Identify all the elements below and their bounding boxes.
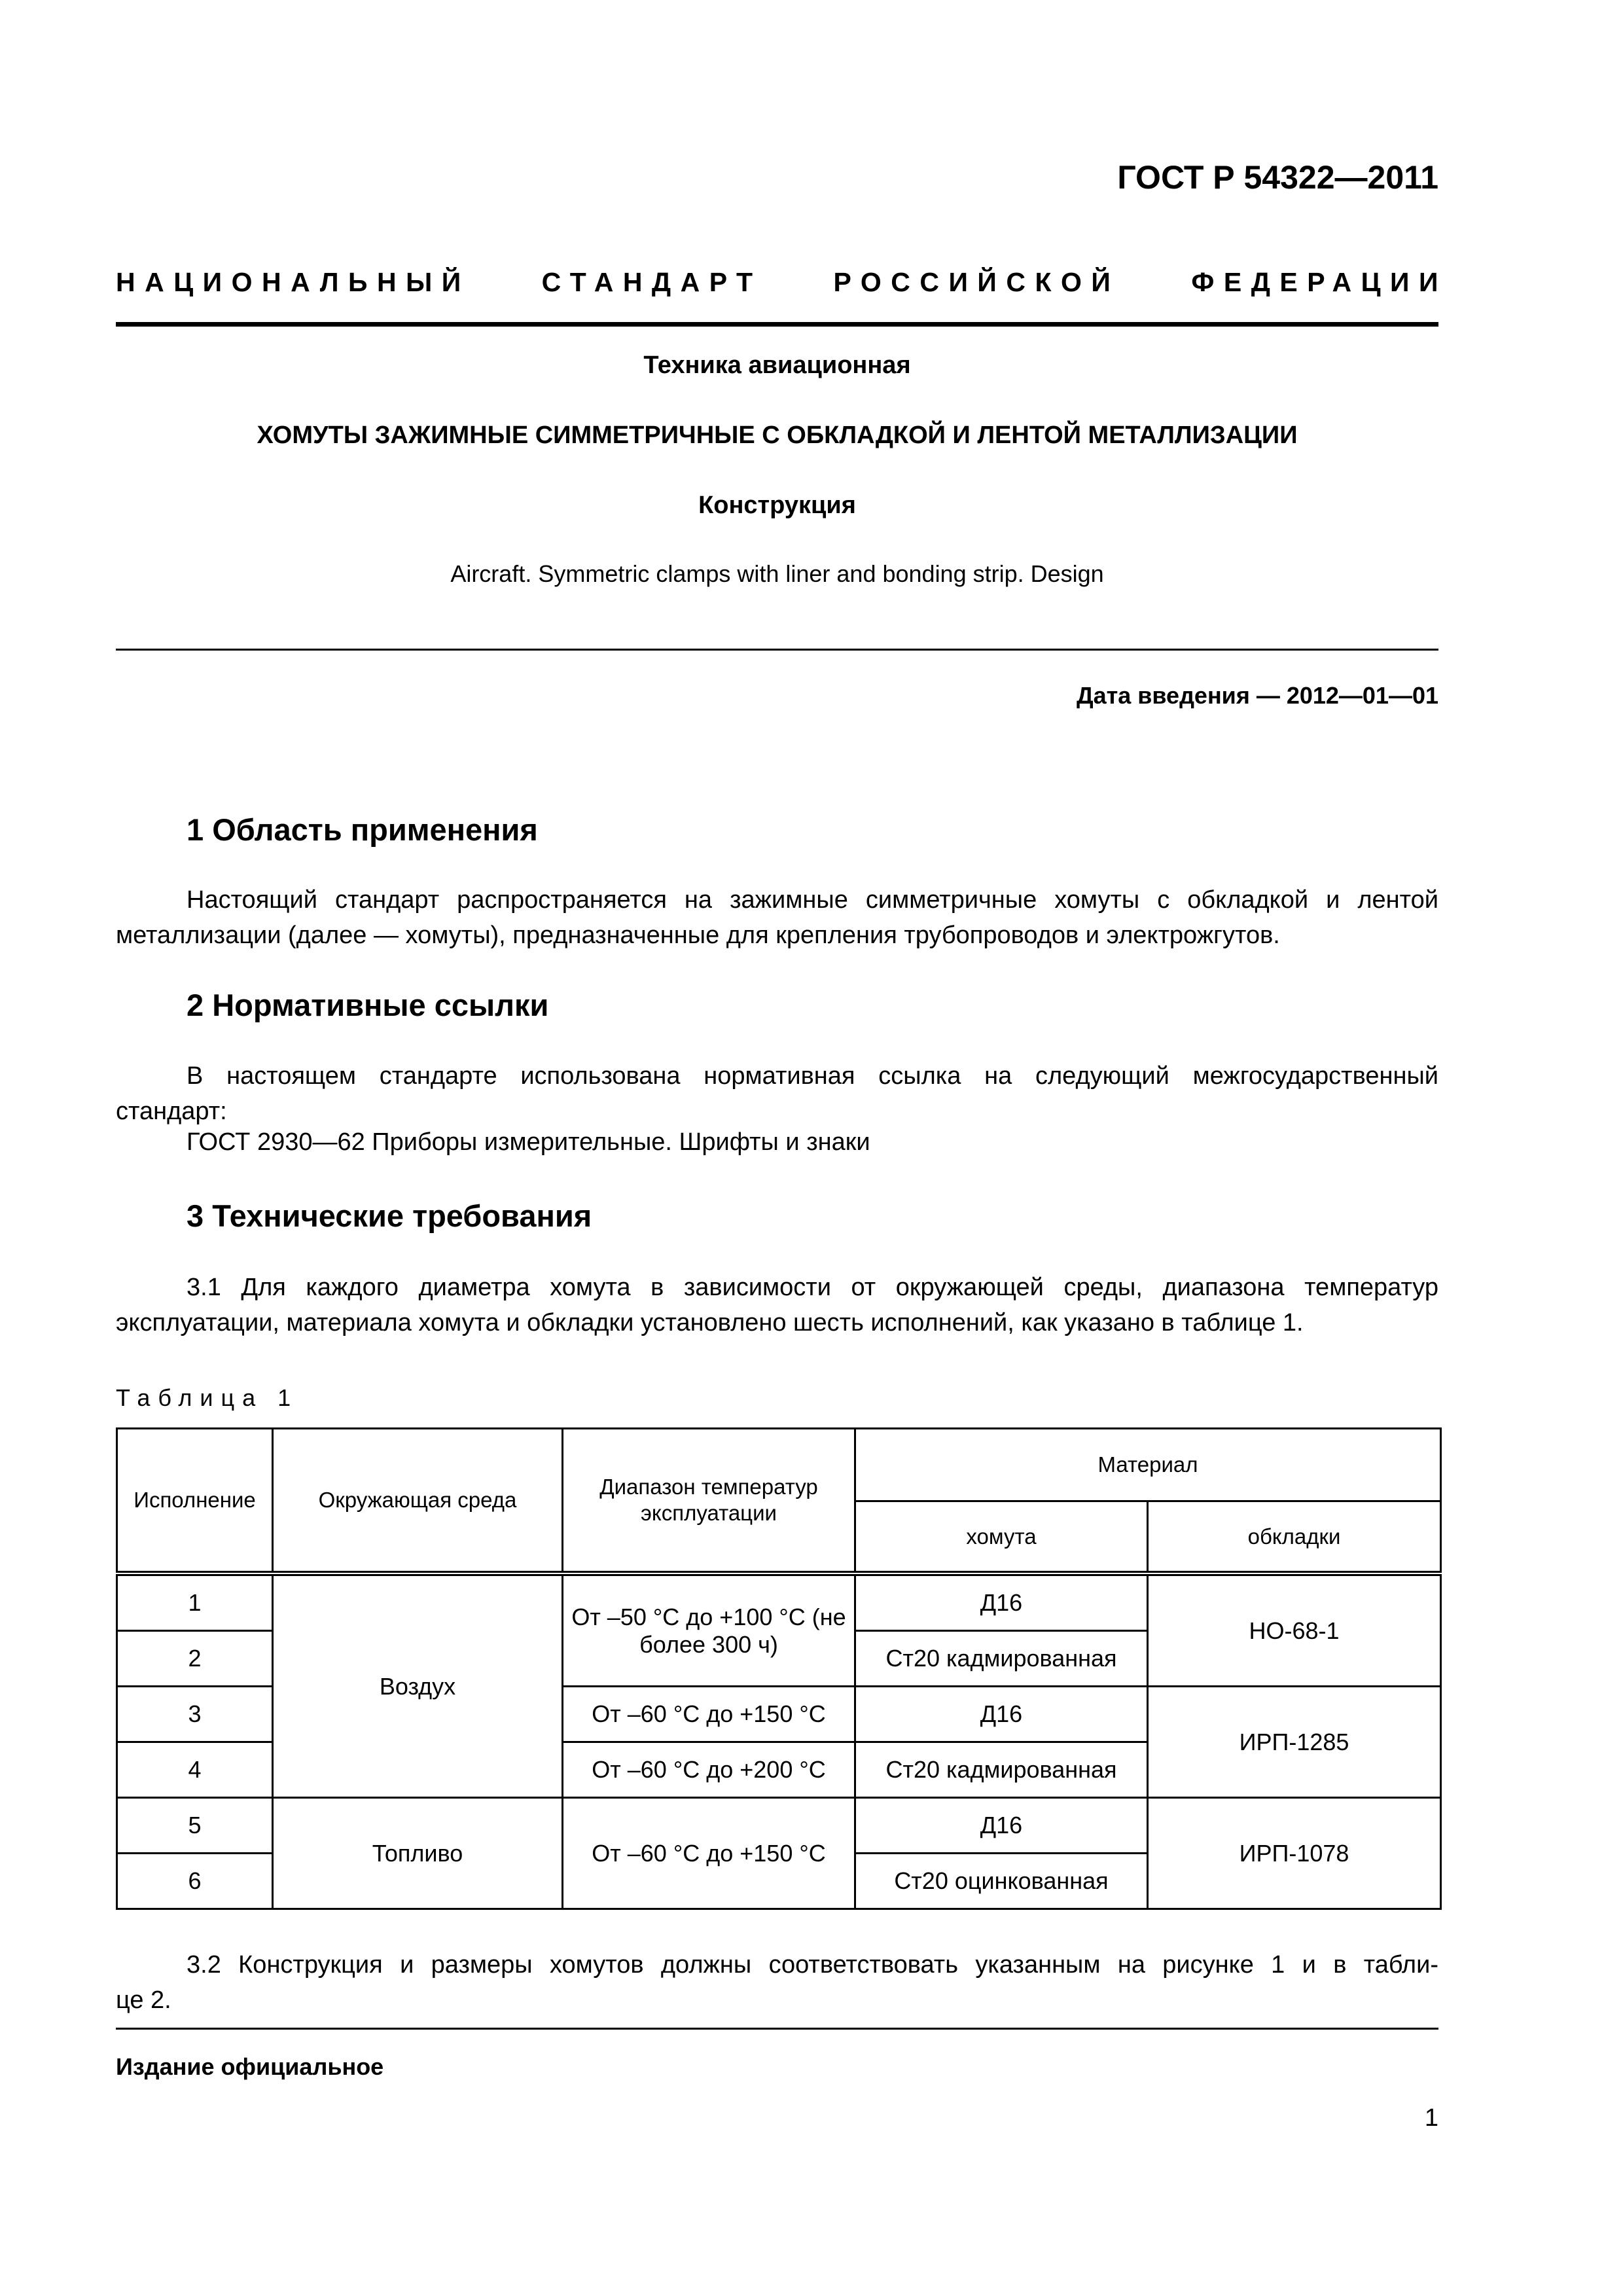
cell-clamp: Д16	[855, 1798, 1148, 1854]
paragraph-line: металлизации (далее — хомуты), предназначенные для крепления трубопроводов и электрожгутов.	[116, 922, 1280, 949]
header-material: Материал	[855, 1429, 1441, 1501]
cell-environment: Воздух	[273, 1573, 563, 1798]
document-title: ХОМУТЫ ЗАЖИМНЫЕ СИММЕТРИЧНЫЕ С ОБКЛАДКОЙ И ЛЕНТОЙ МЕТАЛЛИЗАЦИИ	[257, 422, 1298, 449]
national-standard-banner	[116, 267, 1448, 298]
clause-3-2	[116, 1947, 1438, 2018]
banner-word: СТАНДАРТ	[541, 267, 762, 297]
edition-label: Издание официальное	[116, 2053, 384, 2080]
header-clamp: хомута	[855, 1501, 1148, 1574]
banner-word: ФЕДЕРАЦИИ	[1191, 267, 1448, 297]
cell-temp: От –60 °С до +150 °С	[563, 1798, 855, 1909]
cell-clamp: Ст20 кадмированная	[855, 1631, 1148, 1687]
document-number: ГОСТ Р 54322—2011	[1117, 159, 1438, 196]
cell-version: 3	[117, 1687, 273, 1742]
cell-environment: Топливо	[273, 1798, 563, 1909]
paragraph-line: эксплуатации, материала хомута и обкладки установлено шесть исполнений, как указано в таблице 1.	[116, 1309, 1304, 1336]
section-2-heading: 2 Нормативные ссылки	[187, 988, 549, 1022]
document-category: Техника авиационная	[643, 351, 911, 379]
paragraph-line: В настоящем стандарте использована нормативная ссылка на следующий межгосударственный	[187, 1062, 1438, 1090]
introduction-date: Дата введения — 2012—01—01	[1076, 682, 1438, 709]
normative-reference: ГОСТ 2930—62 Приборы измерительные. Шрифты и знаки	[187, 1128, 870, 1156]
header-environment: Окружающая среда	[273, 1429, 563, 1574]
header-temp-range: Диапазон температур эксплуатации	[563, 1429, 855, 1574]
footer-divider	[116, 2028, 1438, 2030]
cell-version: 5	[117, 1798, 273, 1854]
banner-word: НАЦИОНАЛЬНЫЙ	[116, 267, 471, 297]
paragraph-line: Настоящий стандарт распространяется на зажимные симметричные хомуты с обкладкой и лентой	[187, 886, 1438, 914]
page-number: 1	[1424, 2104, 1438, 2132]
section-3-heading: 3 Технические требования	[187, 1198, 592, 1233]
paragraph-line: це 2.	[116, 1986, 171, 2014]
cell-version: 1	[117, 1573, 273, 1631]
paragraph-line: стандарт:	[116, 1098, 227, 1125]
cell-temp: От –60 °С до +200 °С	[563, 1742, 855, 1798]
table-caption: Таблица 1	[116, 1384, 299, 1411]
cell-temp: От –50 °С до +100 °С (не более 300 ч)	[563, 1573, 855, 1687]
header-version: Исполнение	[117, 1429, 273, 1574]
document-subtitle: Конструкция	[698, 492, 856, 519]
cell-version: 6	[117, 1854, 273, 1909]
section-2-paragraph	[116, 1058, 1438, 1129]
cell-clamp: Ст20 оцинкованная	[855, 1854, 1148, 1909]
banner-word: РОССИЙСКОЙ	[833, 267, 1120, 297]
cell-clamp: Ст20 кадмированная	[855, 1742, 1148, 1798]
clause-3-1	[116, 1270, 1438, 1340]
english-title: Aircraft. Symmetric clamps with liner and bonding strip. Design	[450, 560, 1104, 587]
header-divider	[116, 322, 1438, 327]
title-divider	[116, 649, 1438, 651]
cell-liner: ИРП-1285	[1148, 1687, 1441, 1798]
section-1-heading: 1 Область применения	[187, 812, 538, 847]
cell-liner: НО-68-1	[1148, 1573, 1441, 1687]
paragraph-line: 3.2 Конструкция и размеры хомутов должны соответствовать указанным на рисунке 1 и в табли-	[187, 1951, 1438, 1979]
table-row	[117, 1573, 1441, 1631]
cell-temp: От –60 °С до +150 °С	[563, 1687, 855, 1742]
section-1-paragraph	[116, 882, 1438, 953]
table-row	[117, 1798, 1441, 1854]
cell-clamp: Д16	[855, 1687, 1148, 1742]
header-liner: обкладки	[1148, 1501, 1441, 1574]
paragraph-line: 3.1 Для каждого диаметра хомута в зависимости от окружающей среды, диапазона температур	[187, 1274, 1438, 1301]
cell-clamp: Д16	[855, 1573, 1148, 1631]
cell-version: 4	[117, 1742, 273, 1798]
versions-table	[116, 1427, 1442, 1910]
cell-liner: ИРП-1078	[1148, 1798, 1441, 1909]
cell-version: 2	[117, 1631, 273, 1687]
